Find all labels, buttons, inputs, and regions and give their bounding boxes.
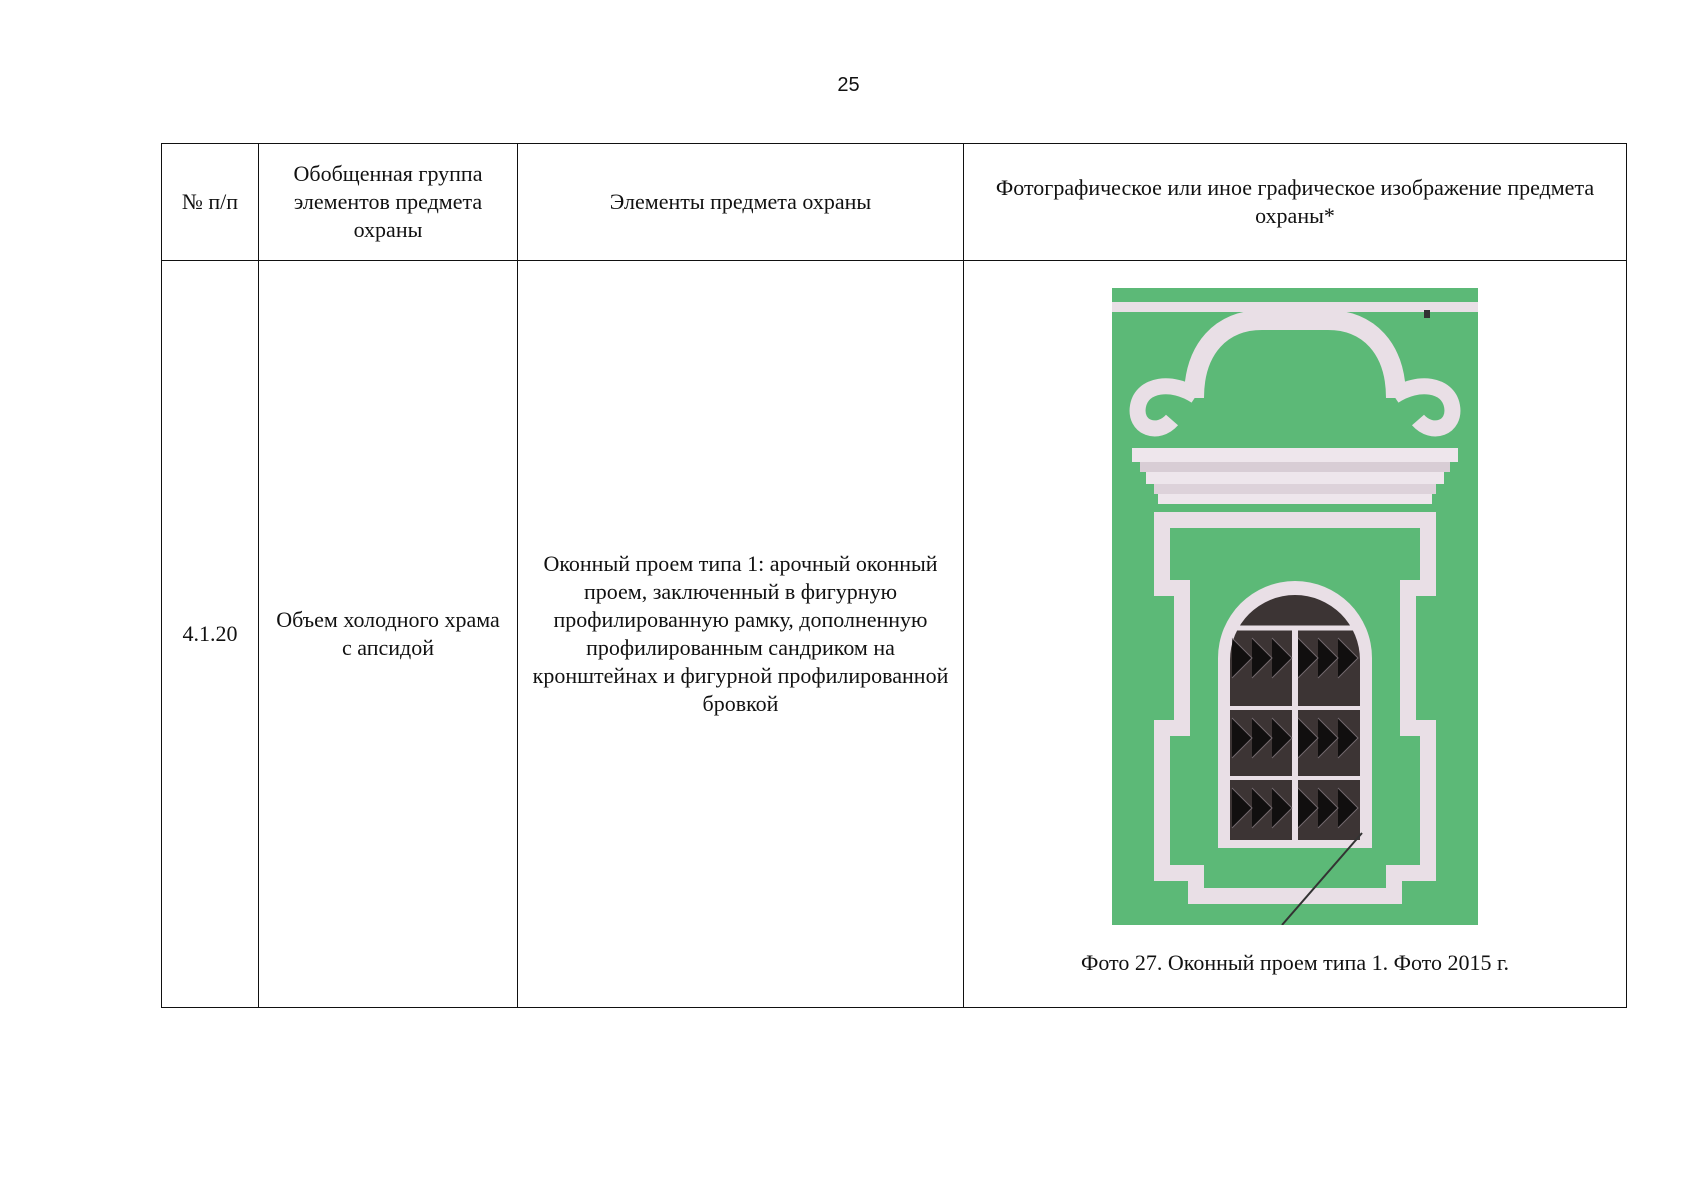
header-number: № п/п <box>162 144 259 261</box>
row-element: Оконный проем типа 1: арочный оконный проем, заключенный в фигурную профилированную рамку, дополненную профилированным сандриком на кронштейнах и фигурной профилированной бровкой <box>518 261 964 1008</box>
heritage-elements-table <box>161 143 1627 1008</box>
header-image: Фотографическое или иное графическое изображение предмета охраны* <box>964 144 1627 261</box>
row-number: 4.1.20 <box>162 261 259 1008</box>
window-photo <box>1112 288 1478 925</box>
page-number: 25 <box>837 74 860 96</box>
row-photo-cell <box>964 261 1627 1008</box>
photo-caption: Фото 27. Оконный проем типа 1. Фото 2015 г. <box>1080 950 1510 975</box>
table-header-row <box>162 144 1627 261</box>
row-group: Объем холодного храма с апсидой <box>259 261 518 1008</box>
header-group: Обобщенная группа элементов предмета охраны <box>259 144 518 261</box>
table-row <box>162 261 1627 1008</box>
window-photo-image <box>1112 288 1478 925</box>
header-elements: Элементы предмета охраны <box>518 144 964 261</box>
